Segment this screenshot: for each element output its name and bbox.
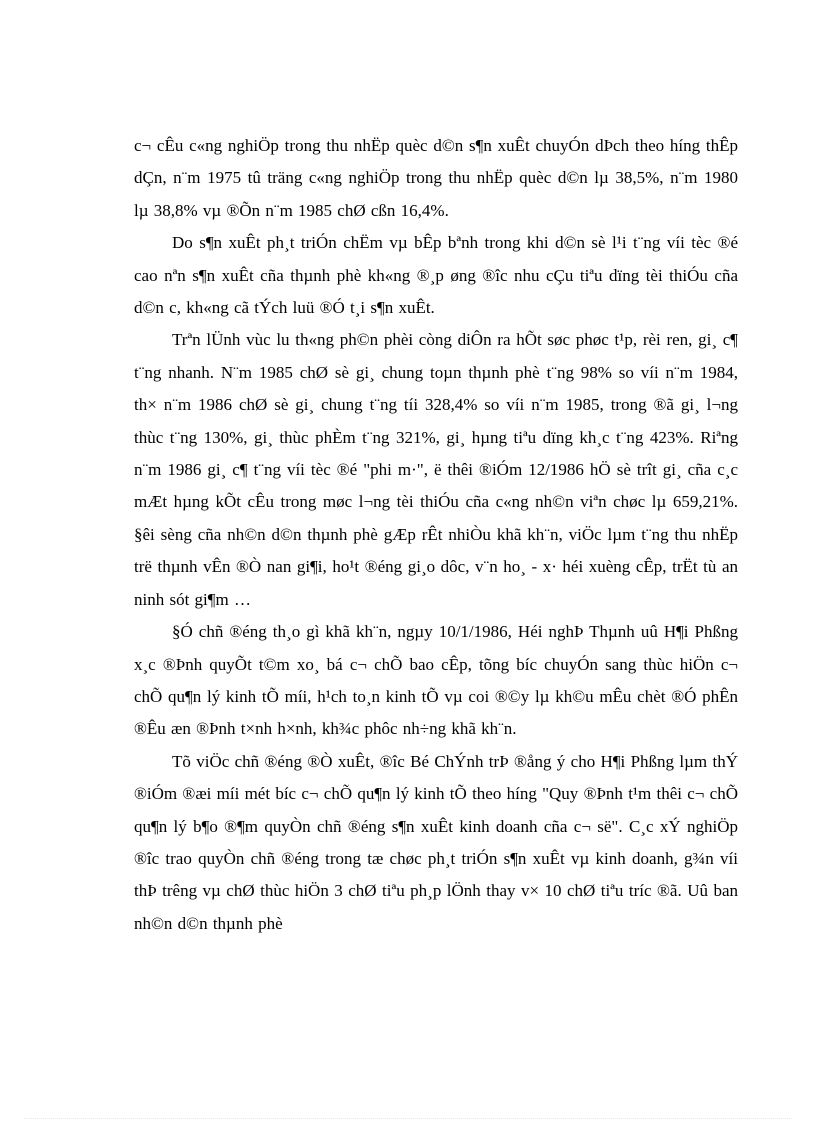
paragraph-2: Do s¶n xuÊt ph¸t triÓn chËm vµ bÊp bªnh trong khi d©n sè l¹i t¨ng víi tèc ®é cao nªn s¶n xuÊt cña thµnh phè kh«ng ®¸p øng ®îc nhu cÇu tiªu dïng tèi thiÓu cña d©n c, kh«ng cã tÝch luü ®Ó t¸i s¶n xuÊt. [134, 233, 738, 318]
paragraph-5: Tõ viÖc chñ ®éng ®Ò xuÊt, ®îc Bé ChÝnh trÞ ®ång ý cho H¶i Phßng lµm thÝ ®iÓm ®æi míi mét bíc c¬ chÕ qu¶n lý kinh tÕ theo híng "Quy ®Þnh t¹m thêi c¬ chÕ qu¶n lý b¶o ®¶m quyÒn chñ ®éng s¶n xuÊt kinh doanh cña c¬ së". C¸c xÝ nghiÖp ®îc trao quyÒn chñ ®éng trong tæ chøc ph¸t triÓn s¶n xuÊt vµ kinh doanh, g¾n víi thÞ trêng vµ chØ thùc hiÖn 3 chØ tiªu ph¸p lÖnh thay v× 10 chØ tiªu tríc ®ã. Uû ban nh©n d©n thµnh phè [134, 751, 738, 933]
page-bottom-divider [24, 1118, 792, 1119]
paragraph-3: Trªn lÜnh vùc lu th«ng ph©n phèi còng diÔn ra hÕt søc phøc t¹p, rèi ren, gi¸ c¶ t¨ng nhanh. N¨m 1985 chØ sè gi¸ chung toµn thµnh phè t¨ng 98% so víi n¨m 1984, th× n¨m 1986 chØ sè gi¸ chung t¨ng tíi 328,4% so víi n¨m 1985, trong ®ã gi¸ l¬ng thùc t¨ng 130%, gi¸ thùc phÈm t¨ng 321%, gi¸ hµng tiªu dïng kh¸c t¨ng 423%. Riªng n¨m 1986 gi¸ c¶ t¨ng víi tèc ®é "phi m·", ë thêi ®iÓm 12/1986 hÖ sè trît gi¸ cña c¸c mÆt hµng kÕt cÊu trong møc l¬ng tèi thiÓu cña c«ng nh©n viªn chøc lµ 659,21%. §êi sèng cña nh©n d©n thµnh phè gÆp rÊt nhiÒu khã kh¨n, viÖc lµm t¨ng thu nhËp trë thµnh vÊn ®Ò nan gi¶i, ho¹t ®éng gi¸o dôc, v¨n ho¸ - x· héi xuèng cÊp, trËt tù an ninh sót gi¶m … [134, 330, 738, 609]
paragraph-4: §Ó chñ ®éng th¸o gì khã kh¨n, ngµy 10/1/1986, Héi nghÞ Thµnh uû H¶i Phßng x¸c ®Þnh quyÕt t©m xo¸ bá c¬ chÕ bao cÊp, tõng bíc chuyÓn sang thùc hiÖn c¬ chÕ qu¶n lý kinh tÕ míi, h¹ch to¸n kinh tÕ vµ coi ®©y lµ kh©u mÊu chèt ®Ó phÊn ®Êu æn ®Þnh t×nh h×nh, kh¾c phôc nh÷ng khã kh¨n. [134, 622, 738, 739]
paragraph-1: c¬ cÊu c«ng nghiÖp trong thu nhËp quèc d©n s¶n xuÊt chuyÓn dÞch theo híng thÊp dÇn, n¨m 1975 tû träng c«ng nghiÖp trong thu nhËp quèc d©n lµ 38,5%, n¨m 1980 lµ 38,8% vµ ®Õn n¨m 1985 chØ cßn 16,4%. [134, 136, 738, 220]
document-body [134, 130, 738, 940]
